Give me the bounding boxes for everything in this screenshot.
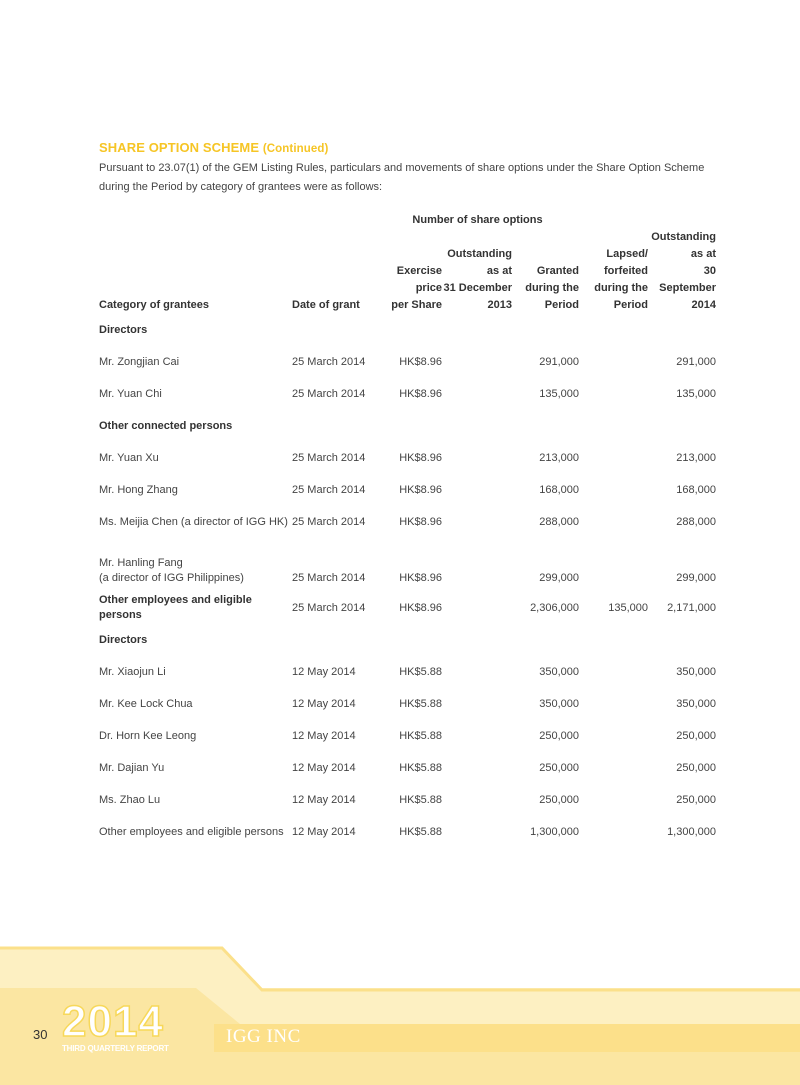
table-row: Mr. Yuan Xu 25 March 2014 HK$8.96 213,000 213,000 (99, 451, 716, 464)
table-row: Mr. Dajian Yu 12 May 2014 HK$5.88 250,000 250,000 (99, 761, 716, 774)
table-row: Mr. Xiaojun Li 12 May 2014 HK$5.88 350,000 350,000 (99, 665, 716, 678)
page-number: 30 (33, 1027, 48, 1042)
col-header-opening: Outstanding as at 31 December 2013 (443, 248, 512, 311)
table-row: Mr. Zongjian Cai 25 March 2014 HK$8.96 291,000 291,000 (99, 355, 716, 368)
page-content (99, 140, 719, 197)
table-row: Other employees and eligible persons 25 March 2014 HK$8.96 2,306,000 135,000 2,171,000 (99, 594, 716, 621)
company-name: IGG INC (226, 1026, 301, 1047)
col-header-date: Date of grant (292, 299, 360, 311)
intro-paragraph: Pursuant to 23.07(1) of the GEM Listing Rules, particulars and movements of share options under the Share Option Scheme during the Period by category of grantees were as follows: (99, 162, 705, 193)
table-row: Ms. Zhao Lu 12 May 2014 HK$5.88 250,000 250,000 (99, 793, 716, 806)
category-heading: Other connected persons (99, 419, 233, 432)
col-header-closing: Outstanding as at 30 September 2014 (651, 231, 716, 311)
col-header-price: Exercise price per Share (391, 265, 442, 311)
table-row: Mr. Kee Lock Chua 12 May 2014 HK$5.88 350,000 350,000 (99, 697, 716, 710)
section-title (99, 140, 719, 155)
section-title-text: SHARE OPTION SCHEME (99, 140, 260, 155)
table-row: Ms. Meijia Chen (a director of IGG HK) 25 March 2014 HK$8.96 288,000 288,000 (99, 515, 716, 528)
table-row: Other employees and eligible persons 12 May 2014 HK$5.88 1,300,000 1,300,000 (99, 825, 716, 838)
section-title-continued: (Continued) (262, 143, 329, 155)
table-row: Mr. Hanling Fang (a director of IGG Philippines) 25 March 2014 HK$8.96 299,000 299,000 (99, 557, 716, 584)
col-header-lapsed: Lapsed/ forfeited during the Period (594, 248, 648, 311)
category-heading: Directors (99, 323, 148, 336)
category-heading: Directors (99, 633, 148, 646)
report-year-logo: 2014 (62, 997, 164, 1046)
table-row (99, 848, 716, 880)
col-header-category: Category of grantees (99, 299, 210, 311)
table-row: Dr. Horn Kee Leong 12 May 2014 HK$5.88 250,000 250,000 (99, 729, 716, 742)
table-row: Mr. Hong Zhang 25 March 2014 HK$8.96 168,000 168,000 (99, 483, 716, 496)
group-header: Number of share options (412, 214, 543, 226)
page-footer (0, 940, 800, 1085)
col-header-granted: Granted during the Period (525, 265, 579, 311)
table-row: Mr. Yuan Chi 25 March 2014 HK$8.96 135,000 135,000 (99, 387, 716, 400)
share-options-table (99, 211, 716, 880)
footer-company-strip (214, 1024, 800, 1052)
report-label: THIRD QUARTERLY REPORT (62, 1044, 169, 1053)
